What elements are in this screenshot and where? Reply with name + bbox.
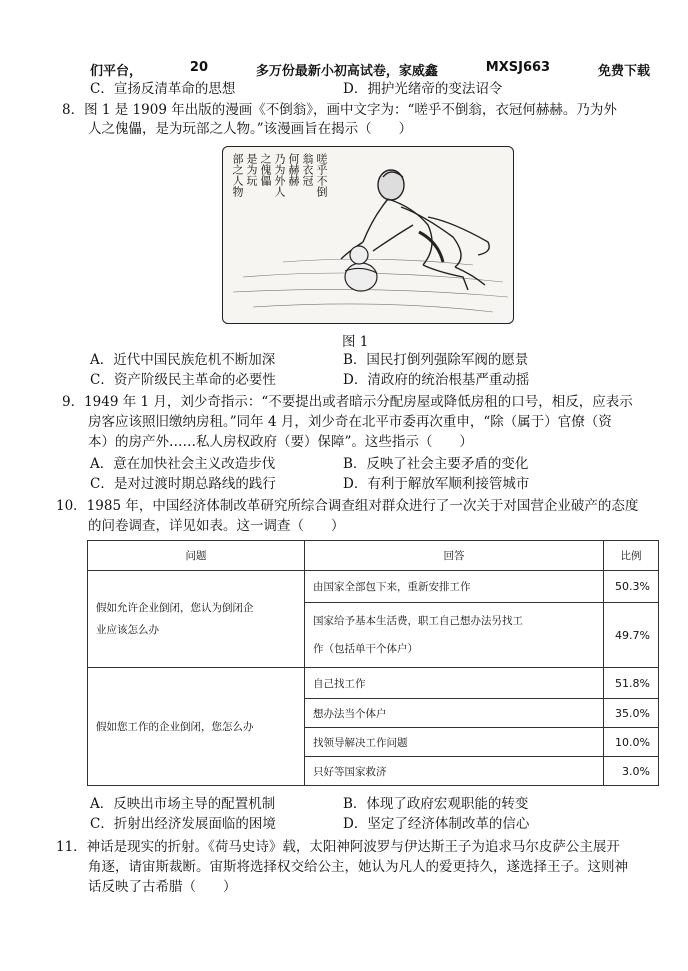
answer-text-line2: 作（包括单干个体户）	[313, 643, 418, 655]
answer-cell: 自己找工作	[305, 668, 604, 699]
q7-option-d: D．拥护光绪帝的变法诏令	[343, 81, 503, 97]
answer-cell: 只好等国家救济	[305, 757, 604, 786]
q8-option-b: B．国民打倒列强除军阀的愿景	[343, 352, 529, 368]
q10-option-a: A．反映出市场主导的配置机制	[90, 796, 276, 812]
q10-stem-line2: 的问卷调查，详见如表。这一调查（ ）	[88, 518, 345, 534]
cartoon-figure	[222, 146, 514, 324]
q8-stem-line1: 8．图 1 是 1909 年出版的漫画《不倒翁》，画中文字为：“嗟乎不倒翁，衣冠何赫赫。乃为外	[62, 102, 617, 118]
table-row	[88, 571, 659, 603]
answer-cell: 想办法当个体户	[305, 699, 604, 728]
q10-option-d: D．坚定了经济体制改革的信心	[343, 816, 530, 832]
cartoon-text-7: 部之人物	[231, 153, 244, 197]
cartoon-text-4: 乃为外人	[273, 153, 286, 197]
ratio-cell: 50.3%	[604, 571, 659, 603]
q8-stem-line2: 人之傀儡，是为玩部之人物。”该漫画旨在揭示（ ）	[88, 121, 413, 137]
survey-table	[87, 540, 659, 786]
header-answer: 回答	[305, 541, 604, 571]
banner-text-4: MXSJ663	[485, 60, 551, 75]
header-question: 问题	[88, 541, 305, 571]
answer-text-line1: 国家给予基本生活费，职工自己想办法另找工	[313, 615, 523, 627]
watermark-banner	[90, 60, 650, 79]
question-1-line1: 假如允许企业倒闭，您认为倒闭企	[96, 602, 254, 614]
q9-option-d: D．有利于解放军顺利接管城市	[343, 476, 530, 492]
header-ratio: 比例	[604, 541, 659, 571]
q11-stem-line3: 话反映了古希腊（ ）	[88, 879, 237, 895]
q11-stem-line2: 角逐，请宙斯裁断。宙斯将选择权交给公主，她认为凡人的爱更持久，遂选择王子。这则神	[88, 859, 628, 875]
q9-stem-line1: 9．1949 年 1 月，刘少奇指示：“不要提出或者暗示分配房屋或降低房租的口号，相反，应表示	[62, 394, 633, 410]
q8-option-d: D．清政府的统治根基严重动摇	[343, 372, 530, 388]
q10-option-c: C．折射出经济发展面临的困境	[90, 816, 276, 832]
cartoon-text-3: 何赫赫	[287, 153, 300, 186]
banner-text-2: 20	[189, 60, 208, 75]
table-row	[88, 668, 659, 699]
answer-cell	[305, 603, 604, 668]
table-header-row	[88, 541, 659, 571]
q7-option-c: C．宣扬反清革命的思想	[90, 81, 236, 97]
q8-option-a: A．近代中国民族危机不断加深	[90, 352, 276, 368]
cartoon-text-1: 嗟乎不倒	[315, 153, 328, 197]
banner-text-5: 免费下载	[597, 64, 650, 79]
ratio-cell: 35.0%	[604, 699, 659, 728]
q8-option-c: C．资产阶级民主革命的必要性	[90, 372, 276, 388]
cartoon-text-6: 是为玩	[245, 153, 258, 186]
answer-cell: 找领导解决工作问题	[305, 728, 604, 757]
q11-stem-line1: 11．神话是现实的折射。《荷马史诗》载，太阳神阿波罗与伊达斯王子为追求马尔皮萨公主展开	[56, 839, 620, 855]
question-cell-1	[88, 571, 305, 668]
ratio-cell: 49.7%	[604, 603, 659, 668]
question-1-line2: 业应该怎么办	[96, 624, 159, 636]
q9-stem-line2: 房客应该照旧缴纳房租。”同年 4 月，刘少奇在北平市委再次重申，“除（属于）官僚（资	[88, 414, 612, 430]
question-cell-2: 假如您工作的企业倒闭，您怎么办	[88, 668, 305, 786]
cartoon-text-5: 之傀儡	[259, 153, 272, 186]
banner-text-1: 们平台，	[90, 64, 143, 79]
ratio-cell: 51.8%	[604, 668, 659, 699]
cartoon-calligraphy	[231, 153, 327, 197]
q9-stem-line3: 本）的房产外……私人房权政府（要）保障”。这些指示（ ）	[88, 434, 473, 450]
cartoon-text-2: 翁衣冠	[301, 153, 314, 186]
q10-option-b: B．体现了政府宏观职能的转变	[343, 796, 529, 812]
banner-text-3: 多万份最新小初高试卷，家威鑫	[255, 64, 438, 79]
ratio-cell: 3.0%	[604, 757, 659, 786]
q10-stem-line1: 10．1985 年，中国经济体制改革研究所综合调查组对群众进行了一次关于对国营企业破产的态度	[56, 498, 639, 514]
answer-cell: 由国家全部包下来，重新安排工作	[305, 571, 604, 603]
figure-caption: 图 1	[342, 334, 369, 350]
q9-option-c: C．是对过渡时期总路线的践行	[90, 476, 276, 492]
q9-option-b: B．反映了社会主要矛盾的变化	[343, 456, 529, 472]
ratio-cell: 10.0%	[604, 728, 659, 757]
q9-option-a: A．意在加快社会主义改造步伐	[90, 456, 276, 472]
